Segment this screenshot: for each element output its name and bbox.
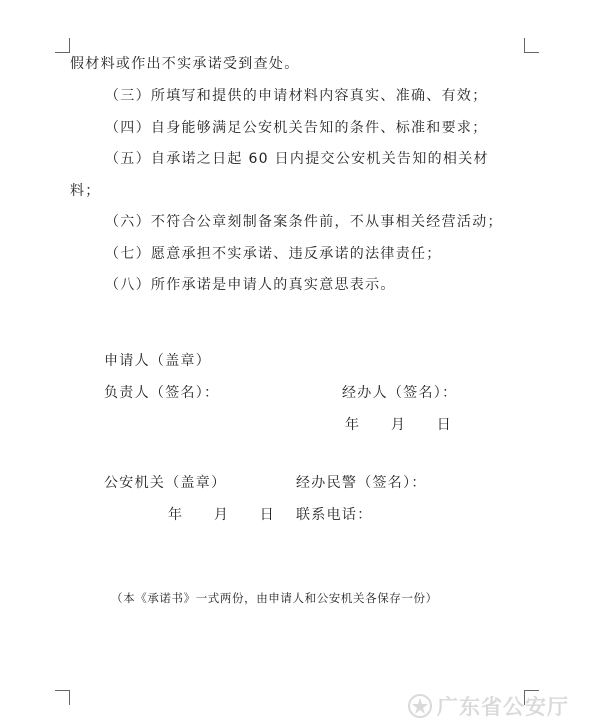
text-line: 假材料或作出不实承诺受到查处。 bbox=[70, 56, 300, 72]
text-line: （八）所作承诺是申请人的真实意思表示。 bbox=[105, 277, 396, 293]
crop-mark-bottom-left bbox=[55, 690, 70, 705]
applicant-seal-label: 申请人（盖章） bbox=[104, 353, 212, 369]
footnote: （本《承诺书》一式两份，由申请人和公安机关各保存一份） bbox=[111, 591, 438, 605]
watermark-text: 广东省公安厅 bbox=[437, 695, 569, 719]
phone-label: 联系电话： bbox=[296, 507, 373, 523]
handler-label: 经办人（签名）： bbox=[342, 385, 458, 401]
responsible-person-label: 负责人（签名）： bbox=[104, 385, 220, 401]
text-line: 料； bbox=[70, 183, 101, 199]
police-officer-label: 经办民警（签名）： bbox=[296, 475, 427, 491]
text-line: （五）自承诺之日起 60 日内提交公安机关告知的相关材 bbox=[105, 151, 489, 167]
police-seal-label: 公安机关（盖章） bbox=[104, 475, 227, 491]
applicant-date: 年 月 日 bbox=[345, 417, 453, 433]
police-date: 年 月 日 bbox=[168, 507, 276, 523]
text-line: （四）自身能够满足公安机关告知的条件、标准和要求； bbox=[105, 120, 488, 136]
text-line: （六）不符合公章刻制备案条件前，不从事相关经营活动； bbox=[105, 214, 503, 230]
text-line: （七）愿意承担不实承诺、违反承诺的法律责任； bbox=[105, 246, 442, 262]
watermark bbox=[407, 692, 569, 720]
crop-mark-top-right bbox=[524, 38, 539, 53]
crop-mark-top-left bbox=[55, 38, 70, 53]
text-line: （三）所填写和提供的申请材料内容真实、准确、有效； bbox=[105, 88, 488, 104]
police-badge-icon bbox=[407, 693, 433, 719]
